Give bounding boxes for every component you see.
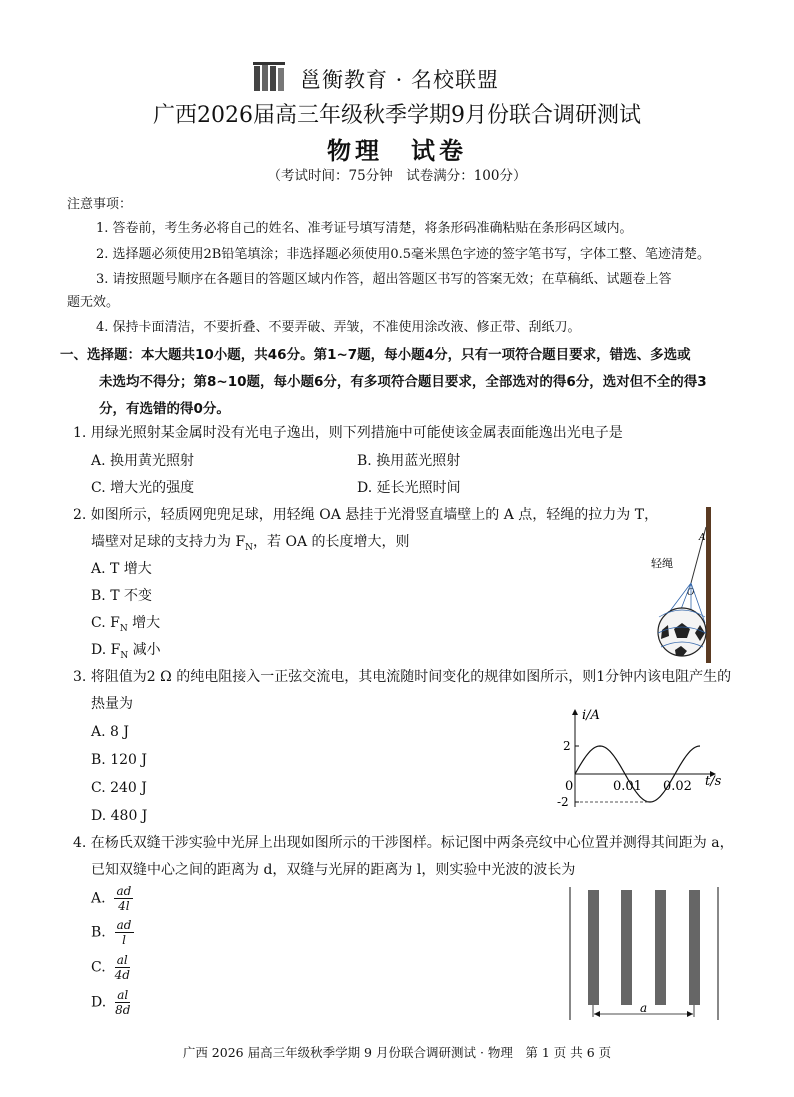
- y-tick-label: 2: [563, 739, 571, 753]
- exam-time-info: （考试时间：75分钟 试卷满分：100分）: [267, 168, 527, 184]
- subject-title: 物理 试卷: [327, 136, 467, 165]
- spacing-label: a: [640, 1001, 648, 1015]
- page-footer: 广西 2026 届高三年级秋季学期 9 月份联合调研测试 · 物理 第 1 页 共 6 页: [182, 1045, 612, 1060]
- bright-fringe-3: [655, 890, 666, 1005]
- notice-item-1: 1. 答卷前，考生务必将自己的姓名、准考证号填写清楚，将条形码准确粘贴在条形码区域内。: [96, 221, 633, 236]
- q4-option-d: D. $\frac{al}{8d}$: [91, 988, 131, 1017]
- wall: [706, 507, 711, 663]
- y-tick-label: -2: [557, 795, 569, 809]
- q3-option-a: A. 8 J: [91, 724, 129, 740]
- x-tick-label: 0: [565, 779, 574, 794]
- notice-item-2: 2. 选择题必须使用2B铅笔填涂；非选择题必须使用0.5毫米黑色字迹的签字笔书写，字体工整、笔迹清楚。: [96, 247, 711, 262]
- q2-stem-line1: 2. 如图所示，轻质网兜兜足球，用轻绳 OA 悬挂于光滑竖直墙壁上的 A 点，轻绳的拉力为 T，: [73, 507, 659, 523]
- q2-option-d: D. $F_N$ 减小: [91, 642, 161, 661]
- notice-item-3: 3. 请按照题号顺序在各题目的答题区域内作答，超出答题区书写的答案无效；在草稿纸、试题卷上答: [96, 272, 672, 287]
- q2-football-figure: [645, 505, 720, 665]
- rope-label: 轻绳: [651, 557, 673, 570]
- q2-stem-line2: 墙壁对足球的支持力为 $F_N$，若 OA 的长度增大，则: [91, 534, 410, 553]
- q1-option-b: B. 换用蓝光照射: [357, 453, 461, 469]
- q3-option-c: C. 240 J: [91, 780, 147, 796]
- point-a-label: A: [699, 533, 706, 543]
- notice-heading: 注意事项：: [67, 197, 133, 212]
- q4-interference-figure: [560, 885, 730, 1025]
- q2-option-a: A. T 增大: [91, 561, 152, 577]
- q4-option-c: C. $\frac{al}{4d}$: [91, 953, 130, 982]
- exam-title: 广西2026届高三年级秋季学期9月份联合调研测试: [153, 103, 641, 128]
- brand-name: 邕衡教育 · 名校联盟: [300, 68, 500, 92]
- q1-stem: 1. 用绿光照射某金属时没有光电子逸出，则下列措施中可能使该金属表面能逸出光电子是: [73, 425, 623, 441]
- q1-option-c: C. 增大光的强度: [91, 480, 195, 496]
- section-1-heading-line2: 未选均不得分；第8~10题，每小题6分，有多项符合题目要求，全部选对的得6分，选对但不全的得3: [99, 374, 707, 390]
- x-tick-label: 0.01: [613, 779, 642, 794]
- q3-current-chart: [555, 702, 730, 812]
- y-axis-label: i/A: [582, 708, 600, 723]
- section-1-heading: 一、选择题：本大题共10小题，共46分。第1~7题，每小题4分，只有一项符合题目要求，错选、多选或: [60, 347, 691, 363]
- q3-stem-line2: 热量为: [91, 696, 133, 712]
- x-tick-label: 0.02: [663, 779, 692, 794]
- notice-item-3-cont: 题无效。: [67, 295, 120, 310]
- q4-stem-line2: 已知双缝中心之间的距离为 d，双缝与光屏的距离为 l，则实验中光波的波长为: [91, 862, 576, 878]
- q3-option-d: D. 480 J: [91, 808, 148, 824]
- q2-option-c: C. $F_N$ 增大: [91, 615, 161, 634]
- point-o-label: O: [687, 588, 695, 598]
- bright-fringe-4: [689, 890, 700, 1005]
- q3-option-b: B. 120 J: [91, 752, 147, 768]
- q4-stem-line1: 4. 在杨氏双缝干涉实验中光屏上出现如图所示的干涉图样。标记图中两条亮纹中心位置并测得其间距为 a，: [73, 835, 734, 851]
- q3-stem-line1: 3. 将阻值为2 Ω 的纯电阻接入一正弦交流电，其电流随时间变化的规律如图所示，则1分钟内该电阻产生的: [73, 669, 732, 685]
- bright-fringe-2: [621, 890, 632, 1005]
- brand-logo: [253, 62, 285, 92]
- q2-option-b: B. T 不变: [91, 588, 152, 604]
- q1-option-a: A. 换用黄光照射: [91, 453, 195, 469]
- bright-fringe-1: [588, 890, 599, 1005]
- x-axis-label: t/s: [705, 774, 722, 789]
- q4-option-a: A. $\frac{ad}{4l}$: [91, 884, 132, 913]
- notice-item-4: 4. 保持卡面清洁，不要折叠、不要弄破、弄皱，不准使用涂改液、修正带、刮纸刀。: [96, 320, 581, 335]
- section-1-heading-line3: 分，有选错的得0分。: [99, 401, 230, 417]
- q1-option-d: D. 延长光照时间: [357, 480, 461, 496]
- q4-option-b: B. $\frac{ad}{l}$: [91, 918, 132, 947]
